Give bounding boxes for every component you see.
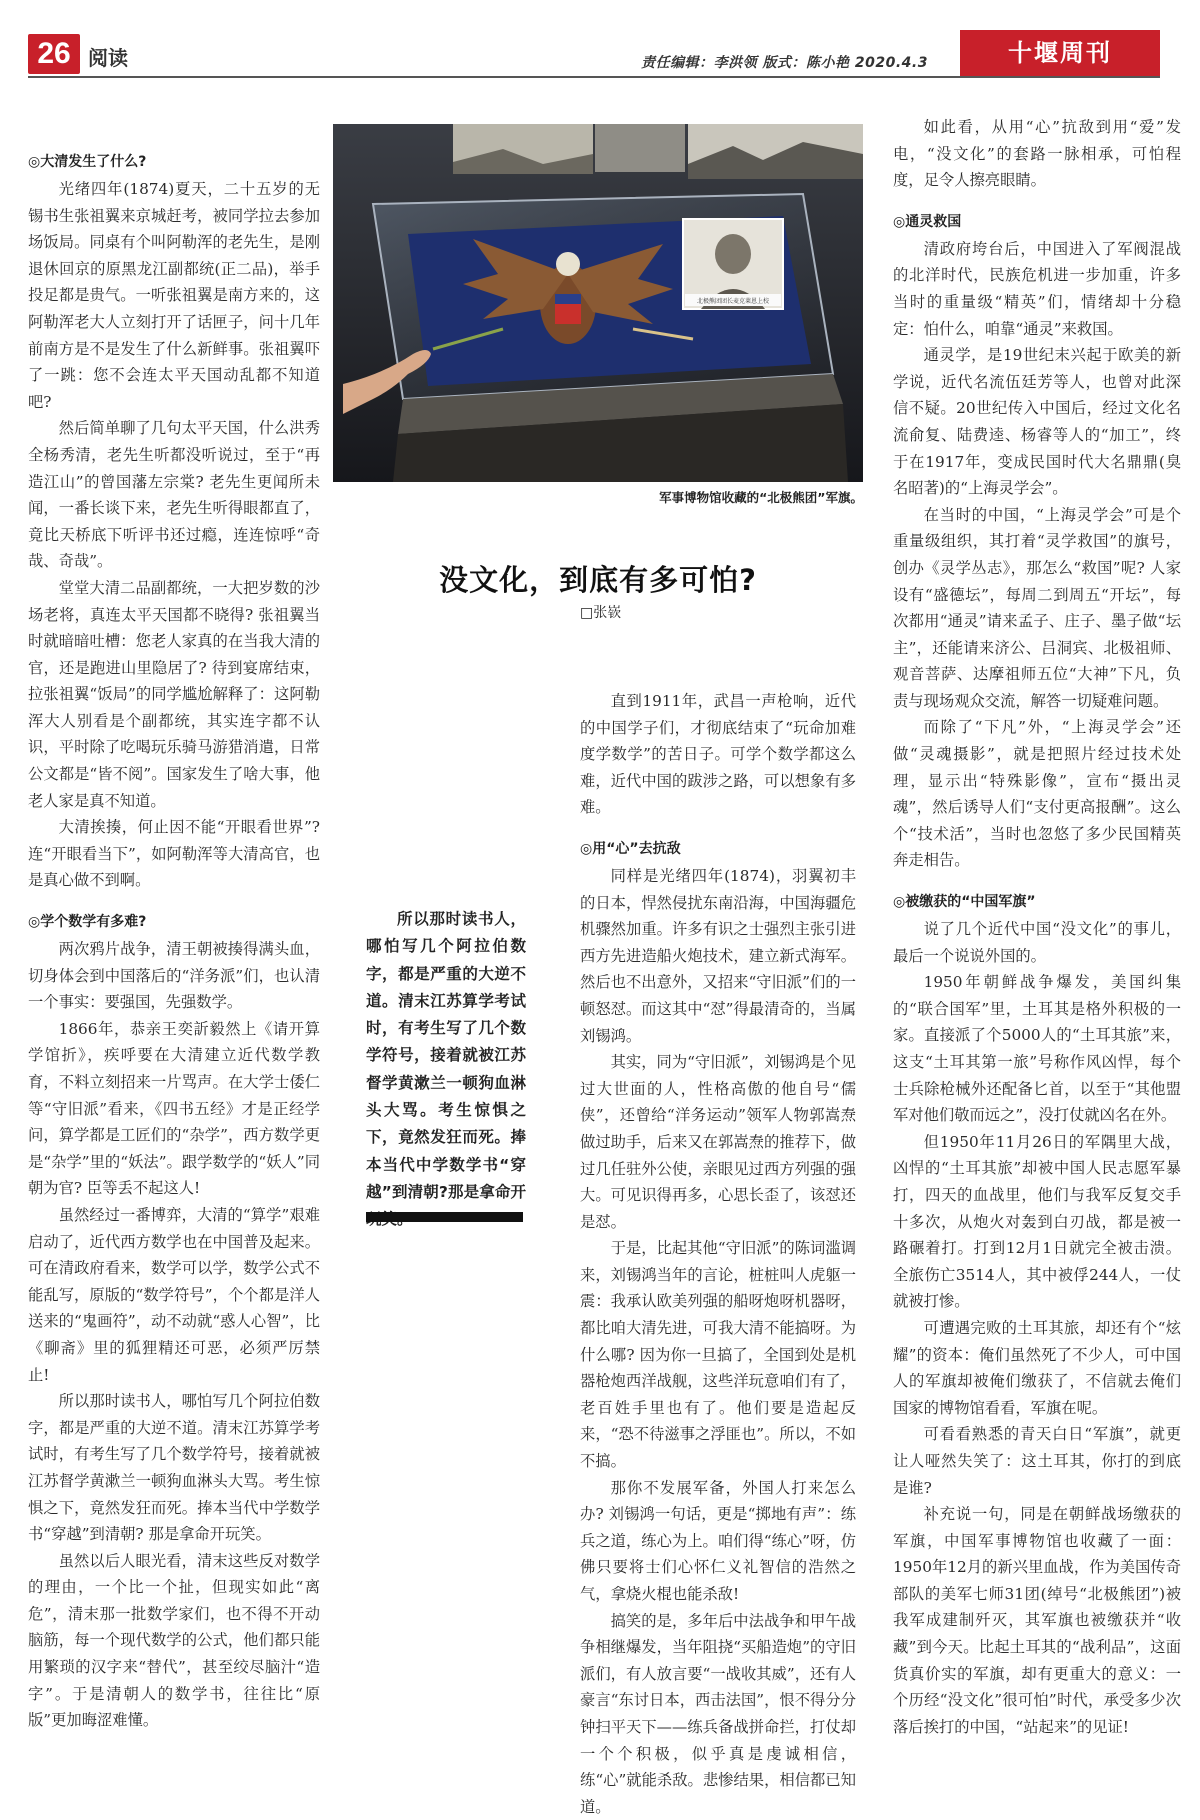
article-photo — [333, 124, 863, 482]
article-paragraph: 在当时的中国，“上海灵学会”可是个重量级组织，其打着“灵学救国”的旗号，创办《灵学丛志》，那怎么“救国”呢? 人家设有“盛德坛”，每周二到周五“开坛”，每次都用“通灵”请来孟子、庄子、墨子做“坛主”，还能请来济公、吕洞宾、北极祖师、观音菩萨、达摩祖师五位“大神”下凡，负责与现场观众交流，解答一切疑难问题。 — [893, 505, 1181, 710]
section-heading: ◎被缴获的“中国军旗” — [893, 894, 1036, 911]
article-paragraph: 那你不发展军备，外国人打来怎么办? 刘锡鸿一句话，更是“掷地有声”：练兵之道，练心为上。咱们得“练心”呀，仿佛只要将士们心怀仁义礼智信的浩然之气，拿烧火棍也能杀敌! — [580, 1478, 856, 1603]
article-paragraph: 可看看熟悉的青天白日“军旗”，就更让人哑然失笑了：这土耳其，你打的到底是谁? — [893, 1425, 1181, 1497]
editor-credits: 责任编辑：李洪领 版式：陈小艳 2020.4.3 — [641, 55, 928, 71]
article-paragraph: 堂堂大清二品副都统，一大把岁数的沙场老将，真连太平天国都不晓得? 张祖翼当时就暗暗吐槽：您老人家真的在当我大清的官，还是跑进山里隐居了? 待到宴席结束，拉张祖翼“饭局”的同学尴尬解释了：这阿勒浑大人别看是个副都统，其实连字都不认识，平时除了吃喝玩乐骑马游猎消遣，日常公文都是“皆不阅”。国家发生了啥大事，他老人家是真不知道。 — [28, 578, 320, 810]
article-paragraph: 1866年，恭亲王奕訢毅然上《请开算学馆折》，疾呼要在大清建立近代数学教育，不料立刻招来一片骂声。在大学士倭仁等“守旧派”看来，《四书五经》才是正经学问，算学都是工匠们的“杂学”，西方数学更是“杂学”里的“妖法”。跟学数学的“妖人”同朝为官? 臣等丢不起这人! — [28, 1019, 320, 1198]
article-paragraph: 然后简单聊了几句太平天国，什么洪秀全杨秀清，老先生听都没听说过，至于“再造江山”的曾国藩左宗棠? 老先生更闻所未闻，一番长谈下来，老先生听得眼都直了，竟比天桥底下听评书还过瘾，连连惊呼“奇哉、奇哉”。 — [28, 419, 320, 571]
article-paragraph: 虽然以后人眼光看，清末这些反对数学的理由，一个比一个扯，但现实如此“离危”，清末那一批数学家们，也不得不开动脑筋，每一个现代数学的公式，他们都只能用繁琐的汉字来“替代”，甚至绞尽脑汁“造字”。于是清朝人的数学书，往往比“原版”更加晦涩难懂。 — [28, 1551, 320, 1730]
article-paragraph: 补充说一句，同是在朝鲜战场缴获的军旗，中国军事博物馆也收藏了一面：1950年12月的新兴里血战，作为美国传奇部队的美军七师31团(绰号“北极熊团”)被我军成建制歼灭，其军旗也被缴获并“收藏”到今天。比起土耳其的“战利品”，这面货真价实的军旗，却有更重大的意义：一个历经“没文化”很可怕”时代，承受多少次落后挨打的中国，“站起来”的见证! — [893, 1505, 1181, 1736]
article-paragraph: 1950年朝鲜战争爆发，美国纠集的“联合国军”里，土耳其是格外积极的一家。直接派了个5000人的“土耳其旅”来，这支“土耳其第一旅”号称作风凶悍，每个士兵除枪械外还配备匕首，以至于“其他盟军对他们敬而远之”，没打仗就凶名在外。 — [893, 973, 1181, 1125]
page-number: 26 — [28, 34, 80, 74]
article-paragraph: 可遭遇完败的土耳其旅，却还有个“炫耀”的资本：俺们虽然死了不少人，可中国人的军旗却被俺们缴获了，不信就去俺们国家的博物馆看看，军旗在呢。 — [893, 1318, 1181, 1417]
article-paragraph: 通灵学，是19世纪末兴起于欧美的新学说，近代名流伍廷芳等人，也曾对此深信不疑。20世纪传入中国后，经过文化名流俞复、陆费逵、杨睿等人的“加工”，终于在1917年，变成民国时代大名鼎鼎(臭名昭著)的“上海灵学会”。 — [893, 346, 1181, 498]
article-paragraph: 光绪四年(1874)夏天，二十五岁的无锡书生张祖翼来京城赶考，被同学拉去参加场饭局。同桌有个叫阿勒浑的老先生，是刚退休回京的原黑龙江副都统(正二品)，举手投足都是贵气。一听张祖翼是南方来的，这阿勒浑老大人立刻打开了话匣子，问十几年前南方是不是发生了什么新鲜事。张祖翼吓了一跳：您不会连太平天国动乱都不知道吧? — [28, 180, 320, 411]
pull-quote-bar — [366, 1212, 523, 1222]
article-paragraph: 同样是光绪四年(1874)，羽翼初丰的日本，悍然侵扰东南沿海，中国海疆危机骤然加重。许多有识之士强烈主张引进西方先进造船火炮技术，建立新式海军。然后也不出意外，又招来“守旧派”们的一顿怒怼。而这其中“怼”得最清奇的，当属刘锡鸿。 — [580, 866, 856, 1045]
article-paragraph: 说了几个近代中国“没文化”的事儿，最后一个说说外国的。 — [893, 920, 1181, 965]
article-paragraph: 大清挨揍，何止因不能“开眼看世界”? 连“开眼看当下”，如阿勒浑等大清高官，也是真心做不到啊。 — [28, 818, 320, 890]
museum-flag-display-image — [333, 124, 863, 482]
section-heading: ◎大清发生了什么? — [28, 154, 147, 170]
pull-quote: 所以那时读书人，哪怕写几个阿拉伯数字，都是严重的大逆不道。清末江苏算学考试时，有考生写了几个数学符号，接着就被江苏督学黄漱兰一顿狗血淋头大骂。考生惊惧之下，竟然发狂而死。捧本当代中学数学书“穿越”到清朝?那是拿命开 — [366, 910, 526, 1201]
article-paragraph: 但1950年11月26日的军隅里大战，凶悍的“土耳其旅”却被中国人民志愿军暴打，四天的血战里，他们与我军反复交手十多次，从炮火对轰到白刃战，都是被一路碾着打。打到12月1日就完全被击溃。全旅伤亡3514人，其中被俘244人，一仗就被打惨。 — [893, 1132, 1181, 1311]
article-title: 没文化，到底有多可怕? — [439, 563, 757, 597]
byline-text: □张嵚 — [580, 605, 622, 621]
article-byline — [580, 602, 621, 622]
page-header — [28, 30, 1188, 78]
article-paragraph: 清政府垮台后，中国进入了军阀混战的北洋时代，民族危机进一步加重，许多当时的重量级“精英”们，情绪却十分稳定：怕什么，咱靠“通灵”来救国。 — [893, 239, 1181, 338]
column-3 — [580, 688, 856, 1820]
section-heading: ◎用“心”去抗敌 — [580, 840, 681, 857]
article-paragraph: 所以那时读书人，哪怕写几个阿拉伯数字，都是严重的大逆不道。清末江苏算学考试时，有考生写了几个数学符号，接着就被江苏督学黄漱兰一顿狗血淋头大骂。考生惊惧之下，竟然发狂而死。捧本当代中学数学书“穿越”到清朝? 那是拿命开玩笑。 — [28, 1392, 320, 1544]
section-heading: ◎学个数学有多难? — [28, 914, 147, 931]
masthead-logo: 十堰周刊 — [960, 30, 1160, 76]
article-paragraph: 搞笑的是，多年后中法战争和甲午战争相继爆发，当年阻挠“买船造炮”的守旧派们，有人放言要“一战收其威”，还有人豪言“东讨日本，西击法国”，恨不得分分钟扫平天下——练兵备战拼命拦，打仗却一个个积极，似乎真是虔诚相信，练“心”就能杀敌。悲惨结果，相信都已知道。 — [580, 1611, 856, 1816]
article-paragraph: 而除了“下凡”外，“上海灵学会”还做“灵魂摄影”，就是把照片经过技术处理，显示出“特殊影像”，宣布“摄出灵魂”，然后诱导人们“支付更高报酬”。这么个“技术活”，当时也忽悠了多少民国精英奔走相告。 — [893, 718, 1181, 870]
article-paragraph: 虽然经过一番博弈，大清的“算学”艰难启动了，近代西方数学也在中国普及起来。可在清政府看来，数学可以学，数学公式不能乱写，原版的“数学符号”，个个都是洋人送来的“鬼画符”，动不动就“惑人心智”，比《聊斋》里的狐狸精还可恶，必须严厉禁止! — [28, 1205, 320, 1384]
section-name: 阅读 — [88, 46, 128, 70]
photo-caption: 军事博物馆收藏的“北极熊团”军旗。 — [659, 490, 863, 505]
article-paragraph: 直到1911年，武昌一声枪响，近代的中国学子们，才彻底结束了“玩命加难度学数学”的苦日子。可学个数学都这么难，近代中国的跋涉之路，可以想象有多难。 — [580, 692, 856, 817]
header-divider — [28, 76, 1160, 78]
column-1 — [28, 150, 320, 1734]
column-4 — [893, 114, 1181, 1740]
article-paragraph: 两次鸦片战争，清王朝被揍得满头血，切身体会到中国落后的“洋务派”们，也认清一个事实：要强国，先强数学。 — [28, 940, 320, 1012]
inset-photo-caption: 北极熊团团长麦克莱恩上校 — [696, 298, 770, 305]
section-heading: ◎通灵救国 — [893, 213, 962, 230]
article-paragraph: 于是，比起其他“守旧派”的陈词滥调来，刘锡鸿当年的言论，桩桩叫人虎躯一震：我承认欧美列强的船呀炮呀机器呀，都比咱大清先进，可我大清不能搞呀。为什么哪? 因为你一旦搞了，全国到处是机器枪炮西洋战舰，这些洋玩意咱们有了，老百姓手里也有了。他们要是造起反来，“恐不待滋事之浮匪也”。所以，不如不搞。 — [580, 1239, 856, 1471]
article-paragraph: 其实，同为“守旧派”，刘锡鸿是个见过大世面的人，性格高傲的他自号“儒侠”，还曾给“洋务运动”领军人物郭嵩焘做过助手，后来又在郭嵩焘的推荐下，做过几任驻外公使，亲眼见过西方列强的强大。可见识得再多，心思长歪了，该怼还是怼。 — [580, 1053, 856, 1231]
article-paragraph: 如此看，从用“心”抗敌到用“爱”发电，“没文化”的套路一脉相承，可怕程度，足令人擦亮眼睛。 — [893, 118, 1181, 190]
